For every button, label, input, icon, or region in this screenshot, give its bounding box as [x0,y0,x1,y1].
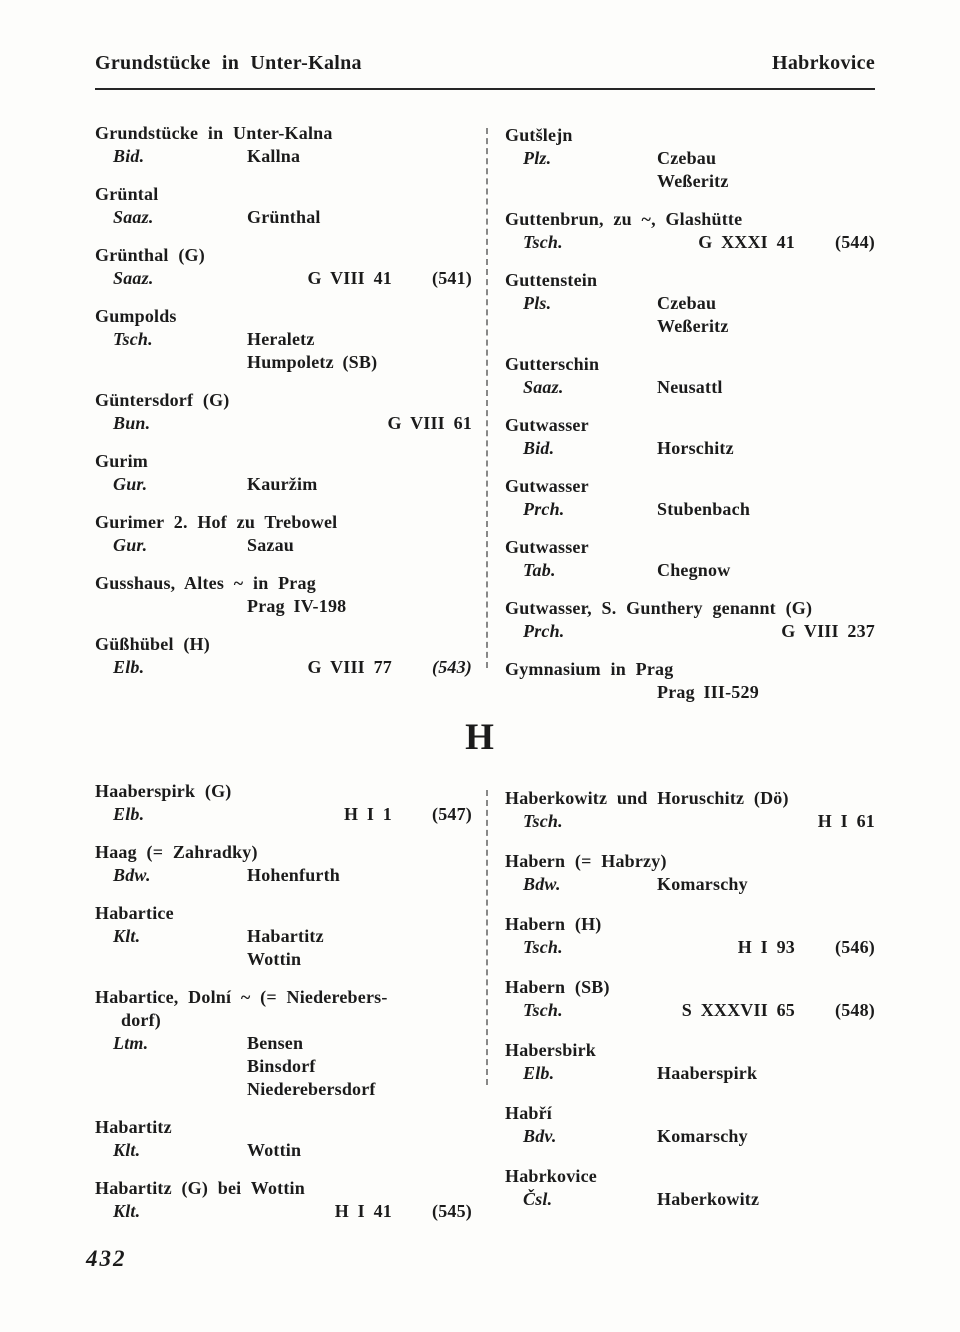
entry [505,597,875,643]
district-abbr: Bdw. [113,865,151,885]
entry [505,269,875,338]
entry [505,658,875,704]
mapped-name: Chegnow [657,560,731,580]
headword: Güßhübel (H) [95,634,210,654]
entry-line [505,810,875,833]
entry [95,183,472,229]
entry-line [95,925,472,948]
district-abbr: Prch. [523,499,565,519]
page-ref: (543) [432,657,472,677]
district-abbr: Prch. [523,621,565,641]
entry [505,976,875,1022]
district-abbr: Saaz. [113,268,154,288]
entry-line [95,1078,472,1101]
column-g-left [95,122,472,694]
running-head-left: Grundstücke in Unter-Kalna [95,52,362,74]
registry-code: G VIII 77 [307,657,392,677]
entry-line [505,437,875,460]
page-ref: (547) [432,804,472,824]
headword: Haag (= Zahradky) [95,842,258,862]
district-abbr: Gur. [113,474,148,494]
entry [505,1039,875,1085]
headword: Habartitz (G) bei Wottin [95,1178,305,1198]
district-abbr: Bun. [113,413,151,433]
entry-line [95,328,472,351]
entry [505,414,875,460]
mapped-name: Prag IV-198 [247,596,347,616]
section-letter: H [465,717,495,758]
mapped-name: Haberkowitz [657,1189,760,1209]
headword: Habartitz [95,1117,172,1137]
entry-line [505,170,875,193]
page-ref: (544) [835,232,875,252]
headword: Gurimer 2. Hof zu Trebowel [95,512,338,532]
district-abbr: Klt. [113,1140,141,1160]
mapped-name: Weßeritz [657,171,729,191]
headword: Gurim [95,451,148,471]
entry-line [505,999,875,1022]
mapped-name: Haaberspirk [657,1063,758,1083]
entry-line [505,873,875,896]
mapped-name: Kallna [247,146,301,166]
registry-code: G VIII 41 [307,268,392,288]
headword: Guttenbrun, zu ~, Glashütte [505,209,743,229]
entry-line [505,936,875,959]
page-ref: (548) [835,1000,875,1020]
registry-code: H I 41 [334,1201,392,1221]
entry [95,244,472,290]
running-head [95,52,875,75]
headword: Gymnasium in Prag [505,659,674,679]
entry-line [95,412,472,435]
district-abbr: Čsl. [523,1189,553,1209]
district-abbr: Tsch. [113,329,153,349]
headword: Gusshaus, Altes ~ in Prag [95,573,316,593]
entry-line [95,595,472,618]
mapped-name: Wottin [247,949,302,969]
headword: Habartice [95,903,174,923]
entry-line [95,1032,472,1055]
entry [505,913,875,959]
entry-line [95,145,472,168]
entry-line [505,231,875,254]
headword: Grüntal [95,184,159,204]
entry-line [505,315,875,338]
entry-line [95,534,472,557]
entry [95,841,472,887]
entry-line [95,351,472,374]
entry-line [505,681,875,704]
district-abbr: Pls. [523,293,552,313]
headword: Grünthal (G) [95,245,205,265]
mapped-name: Grünthal [247,207,321,227]
mapped-name: Humpoletz (SB) [247,352,378,372]
headword: Gutterschin [505,354,600,374]
column-h-left [95,780,472,1238]
district-abbr: Saaz. [523,377,564,397]
mapped-name: Habartitz [247,926,324,946]
mapped-name: Horschitz [657,438,734,458]
registry-code: G VIII 237 [781,621,875,641]
registry-code: H I 1 [343,804,392,824]
page-ref: (541) [432,268,472,288]
district-abbr: Tsch. [523,811,563,831]
registry-code: G VIII 61 [387,413,472,433]
district-abbr: Tsch. [523,232,563,252]
entry-line [95,948,472,971]
district-abbr [95,351,247,374]
headword: Habrkovice [505,1166,597,1186]
district-abbr: Tab. [523,560,556,580]
entry [95,1116,472,1162]
entry-line [95,1139,472,1162]
headword: Gutwasser, S. Gunthery genannt (G) [505,598,813,618]
page-ref: (546) [835,937,875,957]
district-abbr: Bdv. [523,1126,557,1146]
mapped-name: Bensen [247,1033,304,1053]
district-abbr [505,315,657,338]
mapped-name: Wottin [247,1140,302,1160]
headword: Gutwasser [505,537,589,557]
district-abbr: Klt. [113,1201,141,1221]
entry-line [95,1055,472,1078]
entry-line [505,147,875,170]
entry [95,633,472,679]
entry [505,124,875,193]
entry-line [505,1188,875,1211]
mapped-name: Heraletz [247,329,315,349]
headword: Gumpolds [95,306,177,326]
mapped-name: Prag III-529 [657,682,759,702]
district-abbr [505,170,657,193]
district-abbr: Tsch. [523,937,563,957]
mapped-name: Weßeritz [657,316,729,336]
entry [95,780,472,826]
entry [505,1165,875,1211]
entry [95,389,472,435]
mapped-name: Komarschy [657,1126,748,1146]
mapped-name: Kauržim [247,474,318,494]
entry-line [505,620,875,643]
page-ref: (545) [432,1201,472,1221]
column-divider-top [486,128,488,668]
headword-continuation: dorf) [121,1010,161,1030]
district-abbr: Bid. [113,146,145,166]
entry-line [95,1200,472,1223]
page-number: 432 [86,1246,127,1271]
entry [505,475,875,521]
header-rule [95,88,875,90]
entry [95,450,472,496]
district-abbr: Elb. [113,804,145,824]
district-abbr: Plz. [523,148,552,168]
district-abbr [95,948,247,971]
entry-line [505,376,875,399]
district-abbr [95,1078,247,1101]
mapped-name: Stubenbach [657,499,751,519]
entry [95,122,472,168]
district-abbr [95,595,247,618]
column-h-right [505,787,875,1228]
district-abbr: Gur. [113,535,148,555]
entry-line [95,656,472,679]
entry [505,353,875,399]
registry-code: G XXXI 41 [698,232,795,252]
registry-code: H I 93 [737,937,795,957]
district-abbr: Bdw. [523,874,561,894]
entry-line [505,1062,875,1085]
mapped-name: Czebau [657,293,717,313]
headword: Habartice, Dolní ~ (= Niederebers- [95,987,388,1007]
entry [505,787,875,833]
entry [95,986,472,1101]
entry [505,536,875,582]
entry [95,511,472,557]
entry-line [505,498,875,521]
headword: Grundstücke in Unter-Kalna [95,123,333,143]
headword: Güntersdorf (G) [95,390,230,410]
entry [95,1177,472,1223]
entry-line [505,292,875,315]
district-abbr: Ltm. [113,1033,149,1053]
district-abbr: Elb. [523,1063,555,1083]
district-abbr: Tsch. [523,1000,563,1020]
entry [505,1102,875,1148]
registry-code: H I 61 [817,811,875,831]
district-abbr [95,1055,247,1078]
entry-line [505,1125,875,1148]
headword: Gutwasser [505,415,589,435]
entry-line [95,803,472,826]
headword: Habern (SB) [505,977,610,997]
column-g-right [505,124,875,719]
entry-line [95,206,472,229]
headword: Habersbirk [505,1040,597,1060]
entry [505,208,875,254]
entry-line [95,473,472,496]
entry [505,850,875,896]
headword: Habří [505,1103,553,1123]
entry [95,902,472,971]
district-abbr: Saaz. [113,207,154,227]
mapped-name: Sazau [247,535,295,555]
headword: Haaberspirk (G) [95,781,232,801]
district-abbr: Klt. [113,926,141,946]
mapped-name: Czebau [657,148,717,168]
mapped-name: Neusattl [657,377,723,397]
entry [95,305,472,374]
mapped-name: Hohenfurth [247,865,341,885]
headword: Gutwasser [505,476,589,496]
headword: Haberkowitz und Horuschitz (Dö) [505,788,789,808]
entry [95,572,472,618]
entry-line [95,864,472,887]
headword: Gutšlejn [505,125,573,145]
mapped-name: Niederebersdorf [247,1079,376,1099]
district-abbr: Elb. [113,657,145,677]
column-divider-bottom [486,790,488,1085]
district-abbr [505,681,657,704]
headword: Habern (H) [505,914,602,934]
registry-code: S XXXVII 65 [681,1000,795,1020]
headword: Guttenstein [505,270,598,290]
entry-line [95,267,472,290]
running-head-right: Habrkovice [772,52,875,74]
headword: Habern (= Habrzy) [505,851,667,871]
mapped-name: Komarschy [657,874,748,894]
district-abbr: Bid. [523,438,555,458]
entry-line [505,559,875,582]
mapped-name: Binsdorf [247,1056,316,1076]
